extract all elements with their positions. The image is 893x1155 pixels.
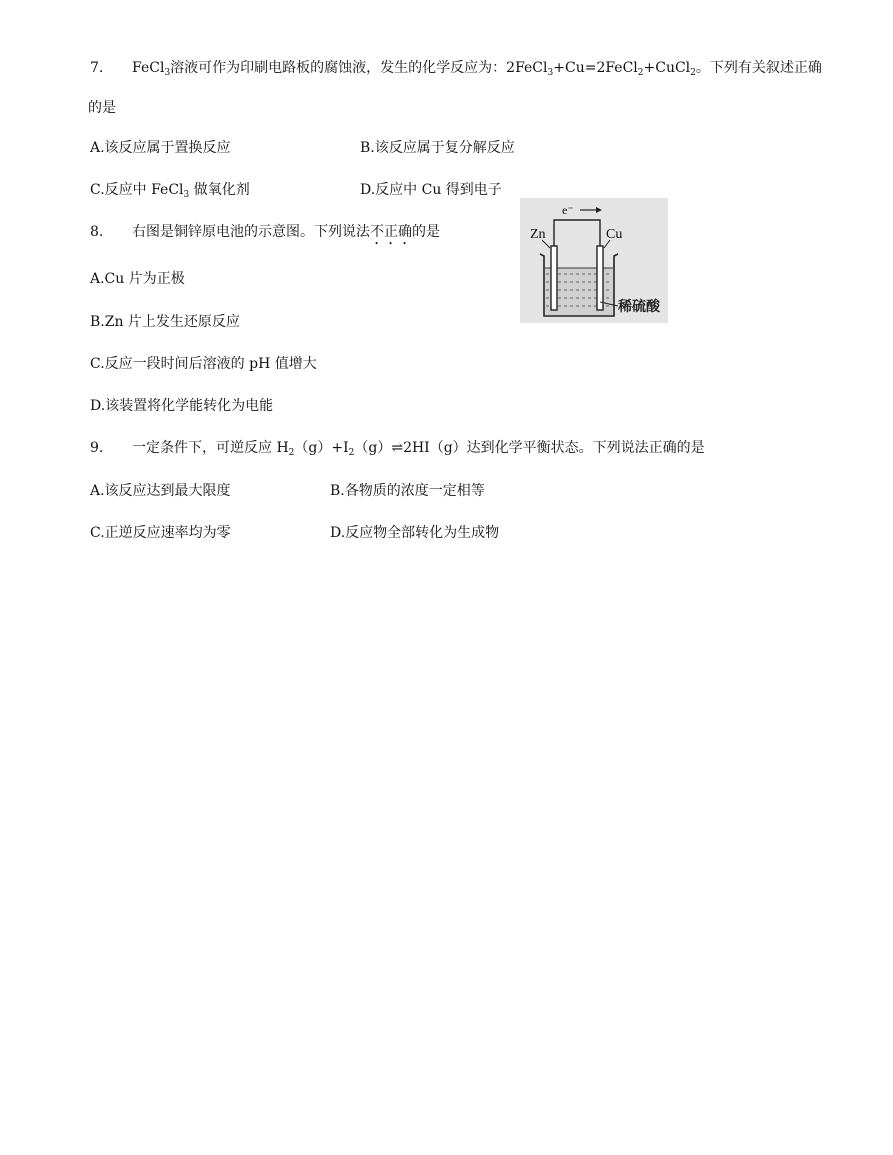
- q7-option-d: D.反应中 Cu 得到电子: [360, 182, 502, 198]
- electron-label: e⁻: [562, 203, 574, 217]
- q9-option-d: D.反应物全部转化为生成物: [330, 525, 500, 541]
- q9-stem: 9. 一定条件下，可逆反应 $H_2(g)+I_2(g)\rightleftharpoons 2HI(g)$达到化学平衡状态。下列说法正确的是: [90, 440, 705, 458]
- q7-number: 7.: [90, 60, 104, 76]
- solution-label: 稀硫酸: [618, 299, 660, 315]
- q8-option-c: C.反应一段时间后溶液的 pH 值增大: [90, 356, 317, 372]
- q7-option-b: B.该反应属于复分解反应: [360, 140, 515, 156]
- q8-stem: 8. 右图是铜锌原电池的示意图。下列说法不正确的是: [90, 224, 440, 240]
- q8-option-a: A.Cu 片为正极: [90, 271, 185, 287]
- q8-emphasis: 不正确: [370, 224, 412, 240]
- q7-option-c: C.反应中 FeCl$_3$ 做氧化剂: [90, 182, 250, 200]
- q9-option-a: A.该反应达到最大限度: [90, 483, 231, 499]
- q8-option-b: B.Zn 片上发生还原反应: [90, 314, 240, 330]
- q8-number: 8.: [90, 224, 104, 240]
- q9-number: 9.: [90, 440, 104, 456]
- q7-stem: 7. FeCl$_3$溶液可作为印刷电路板的腐蚀液，发生的化学反应为：2FeCl$_3$+Cu=2FeCl$_2$+CuCl$_2$。下列有关叙述正确: [90, 60, 822, 78]
- zn-label: Zn: [530, 227, 546, 242]
- q9-option-b: B.各物质的浓度一定相等: [330, 483, 485, 499]
- q7-stem-line2: 的是: [88, 100, 116, 116]
- cu-label: Cu: [606, 227, 623, 242]
- q7-option-a: A.该反应属于置换反应: [90, 140, 231, 156]
- galvanic-cell-diagram: [520, 198, 668, 323]
- q9-option-c: C.正逆反应速率均为零: [90, 525, 231, 541]
- galvanic-cell-figure: [520, 198, 668, 323]
- q8-option-d: D.该装置将化学能转化为电能: [90, 398, 274, 414]
